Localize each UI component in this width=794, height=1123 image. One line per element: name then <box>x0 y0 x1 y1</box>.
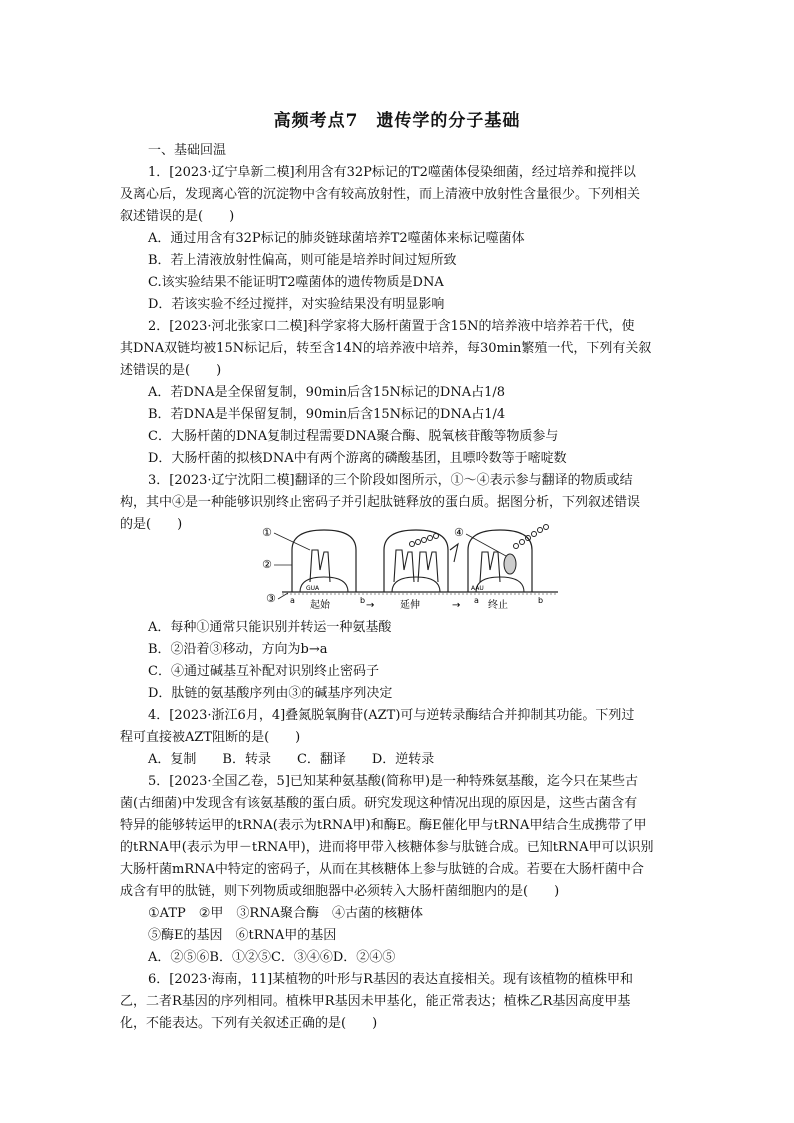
text-line: 叙述错误的是( ) <box>120 209 235 224</box>
text-line: 特异的能够转运甲的tRNA(表示为tRNA甲)和酶E。酶E催化甲与tRNA甲结合生成携带了甲 <box>120 818 647 833</box>
text-line: 1．[2023·辽宁阜新二模]利用含有32P标记的T2噬菌体侵染细菌，经过培养和搅拌以 <box>148 165 636 180</box>
text-line: C．大肠杆菌的DNA复制过程需要DNA聚合酶、脱氧核苷酸等物质参与 <box>148 429 559 444</box>
text-line: A．②⑤⑥B．①②⑤C．③④⑥D．②④⑤ <box>148 950 396 965</box>
codon-end: AAU <box>471 585 484 592</box>
translation-diagram <box>262 522 562 610</box>
text-line: B．若DNA是半保留复制，90min后含15N标记的DNA占1/4 <box>148 407 506 422</box>
text-line: D．若该实验不经过搅拌，对实验结果没有明显影响 <box>148 297 445 312</box>
text-line: 5．[2023·全国乙卷，5]已知某种氨基酸(简称甲)是一种特殊氨基酸，迄今只在某些古 <box>148 774 639 789</box>
arrow-2: → <box>452 600 461 610</box>
stage-initiation: 起始 <box>310 600 330 610</box>
text-line: 化，不能表达。下列有关叙述正确的是( ) <box>120 1016 378 1031</box>
text-line: 一、基础回温 <box>148 143 227 158</box>
ribosome-initiation <box>292 530 356 592</box>
codon-start: GUA <box>306 585 320 592</box>
text-line: 2．[2023·河北张家口二模]科学家将大肠杆菌置于含15N的培养液中培养若干代，使 <box>148 319 635 334</box>
ribosome-elongation <box>384 530 448 592</box>
text-line: 的是( ) <box>120 517 183 532</box>
text-line: B．②沿着③移动，方向为b→a <box>148 642 328 657</box>
text-line: 其DNA双链均被15N标记后，转至含14N的培养液中培养，每30min繁殖一代，下列有关叙 <box>120 341 652 356</box>
label-1: ① <box>262 526 272 539</box>
label-4: ④ <box>454 526 464 539</box>
text-line: A．每种①通常只能识别并转运一种氨基酸 <box>148 620 392 635</box>
text-line: 的tRNA甲(表示为甲－tRNA甲)，进而将甲带入核糖体参与肽链合成。已知tRNA甲可以识别 <box>120 840 654 855</box>
text-line: 构，其中④是一种能够识别终止密码子并引起肽链释放的蛋白质。据图分析，下列叙述错误 <box>120 495 641 510</box>
page-title: 高频考点7 遗传学的分子基础 <box>273 111 521 131</box>
text-line: D．大肠杆菌的拟核DNA中有两个游离的磷酸基团，且嘌呤数等于嘧啶数 <box>148 451 567 466</box>
text-line: D．肽链的氨基酸序列由③的碱基序列决定 <box>148 686 393 701</box>
text-line: C.该实验结果不能证明T2噬菌体的遗传物质是DNA <box>148 275 444 290</box>
arrow-1: → <box>366 600 375 610</box>
end-b-1: b <box>360 596 366 605</box>
end-b-3: b <box>538 596 544 605</box>
label-2: ② <box>262 558 272 571</box>
text-line: 3．[2023·辽宁沈阳二模]翻译的三个阶段如图所示，①～④表示参与翻译的物质或结 <box>148 473 633 488</box>
label-3: ③ <box>266 592 276 605</box>
text-line: 述错误的是( ) <box>120 363 222 378</box>
release-factor <box>504 554 516 574</box>
text-line: ①ATP ②甲 ③RNA聚合酶 ④古菌的核糖体 <box>148 906 423 921</box>
end-a-1: a <box>290 596 295 605</box>
text-line: B．若上清液放射性偏高，则可能是培养时间过短所致 <box>148 253 457 268</box>
text-line: 成含有甲的肽链，则下列物质或细胞器中必须转入大肠杆菌细胞内的是( ) <box>120 884 560 899</box>
text-line: 及离心后，发现离心管的沉淀物中含有较高放射性，而上清液中放射性含量很少。下列相关 <box>120 187 641 202</box>
text-line: 4．[2023·浙江6月，4]叠氮脱氧胸苷(AZT)可与逆转录酶结合并抑制其功能。下列过 <box>148 708 635 723</box>
stage-termination: 终止 <box>488 600 508 610</box>
text-line: 大肠杆菌mRNA中特定的密码子，从而在其核糖体上参与肽链的合成。若要在大肠杆菌中合 <box>120 862 644 877</box>
text-line: ⑤酶E的基因 ⑥tRNA甲的基因 <box>148 928 337 943</box>
text-line: 菌(古细菌)中发现含有该氨基酸的蛋白质。研究发现这种情况出现的原因是，这些古菌含有 <box>120 796 638 811</box>
text-line: A．通过用含有32P标记的肺炎链球菌培养T2噬菌体来标记噬菌体 <box>148 231 525 246</box>
end-a-3: a <box>474 596 479 605</box>
stage-elongation: 延伸 <box>400 600 420 610</box>
text-line: A．若DNA是全保留复制，90min后含15N标记的DNA占1/8 <box>148 385 505 400</box>
text-line: A．复制 B．转录 C．翻译 D．逆转录 <box>148 752 435 767</box>
text-line: 6．[2023·海南，11]某植物的叶形与R基因的表达直接相关。现有该植物的植株甲和 <box>148 972 633 987</box>
text-line: 乙，二者R基因的序列相同。植株甲R基因未甲基化，能正常表达；植株乙R基因高度甲基 <box>120 994 631 1009</box>
text-line: 程可直接被AZT阻断的是( ) <box>120 730 301 745</box>
text-line: C．④通过碱基互补配对识别终止密码子 <box>148 664 379 679</box>
